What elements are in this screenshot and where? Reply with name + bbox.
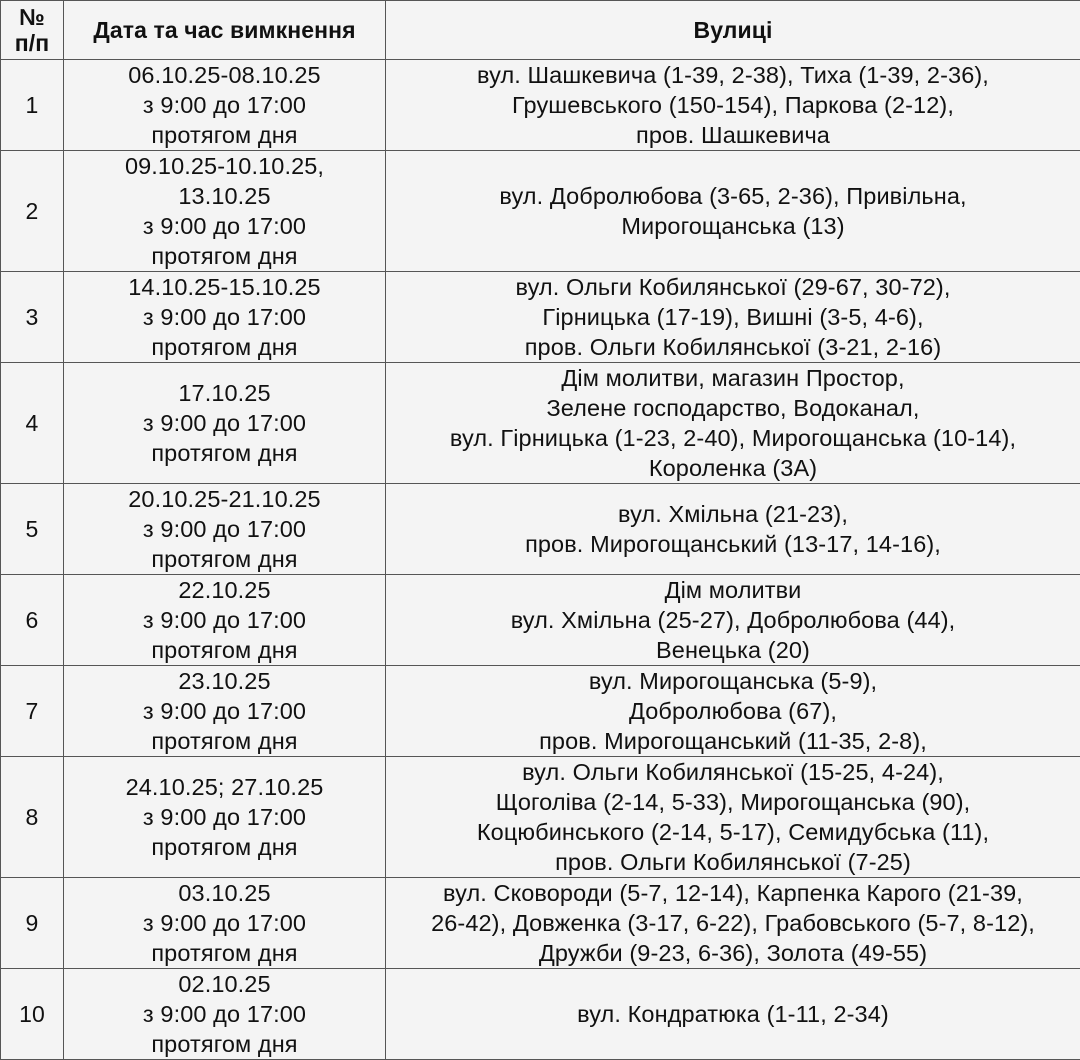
streets-line: Короленка (3А) bbox=[392, 453, 1074, 483]
row-number: 6 bbox=[1, 575, 64, 666]
row-number: 10 bbox=[1, 969, 64, 1060]
row-date bbox=[64, 878, 386, 969]
row-date bbox=[64, 575, 386, 666]
table-row bbox=[1, 363, 1080, 484]
row-streets bbox=[386, 484, 1080, 575]
row-streets bbox=[386, 878, 1080, 969]
header-number bbox=[1, 1, 64, 60]
date-line: 24.10.25; 27.10.25 bbox=[70, 772, 379, 802]
row-number: 8 bbox=[1, 757, 64, 878]
row-date bbox=[64, 363, 386, 484]
streets-line: пров. Ольги Кобилянської (7-25) bbox=[392, 847, 1074, 877]
streets-line: пров. Мирогощанський (11-35, 2-8), bbox=[392, 726, 1074, 756]
row-streets bbox=[386, 60, 1080, 151]
streets-line: вул. Ольги Кобилянської (15-25, 4-24), bbox=[392, 757, 1074, 787]
date-line: протягом дня bbox=[70, 438, 379, 468]
streets-line: Дім молитви, магазин Простор, bbox=[392, 363, 1074, 393]
date-line: протягом дня bbox=[70, 544, 379, 574]
streets-line: вул. Ольги Кобилянської (29-67, 30-72), bbox=[392, 272, 1074, 302]
header-streets: Вулиці bbox=[386, 1, 1080, 60]
table-row bbox=[1, 757, 1080, 878]
row-number: 5 bbox=[1, 484, 64, 575]
date-line: з 9:00 до 17:00 bbox=[70, 90, 379, 120]
date-line: з 9:00 до 17:00 bbox=[70, 999, 379, 1029]
streets-line: Дружби (9-23, 6-36), Золота (49-55) bbox=[392, 938, 1074, 968]
date-line: 17.10.25 bbox=[70, 378, 379, 408]
table-row bbox=[1, 151, 1080, 272]
table-row bbox=[1, 60, 1080, 151]
streets-line: вул. Гірницька (1-23, 2-40), Мирогощанська (10-14), bbox=[392, 423, 1074, 453]
streets-line: Грушевського (150-154), Паркова (2-12), bbox=[392, 90, 1074, 120]
date-line: 03.10.25 bbox=[70, 878, 379, 908]
streets-line: Зелене господарство, Водоканал, bbox=[392, 393, 1074, 423]
row-streets bbox=[386, 363, 1080, 484]
row-date bbox=[64, 60, 386, 151]
row-date bbox=[64, 151, 386, 272]
table-row bbox=[1, 969, 1080, 1060]
streets-line: Дім молитви bbox=[392, 575, 1074, 605]
date-line: протягом дня bbox=[70, 1029, 379, 1059]
streets-line: пров. Мирогощанський (13-17, 14-16), bbox=[392, 529, 1074, 559]
row-number: 3 bbox=[1, 272, 64, 363]
header-row bbox=[1, 1, 1080, 60]
date-line: 23.10.25 bbox=[70, 666, 379, 696]
table-row bbox=[1, 878, 1080, 969]
streets-line: Добролюбова (67), bbox=[392, 696, 1074, 726]
streets-line: вул. Хмільна (21-23), bbox=[392, 499, 1074, 529]
streets-line: Венецька (20) bbox=[392, 635, 1074, 665]
date-line: з 9:00 до 17:00 bbox=[70, 514, 379, 544]
date-line: з 9:00 до 17:00 bbox=[70, 408, 379, 438]
streets-line: Мирогощанська (13) bbox=[392, 211, 1074, 241]
streets-line: Щоголіва (2-14, 5-33), Мирогощанська (90), bbox=[392, 787, 1074, 817]
streets-line: вул. Сковороди (5-7, 12-14), Карпенка Карого (21-39, bbox=[392, 878, 1074, 908]
date-line: з 9:00 до 17:00 bbox=[70, 211, 379, 241]
date-line: 22.10.25 bbox=[70, 575, 379, 605]
streets-line: вул. Хмільна (25-27), Добролюбова (44), bbox=[392, 605, 1074, 635]
date-line: з 9:00 до 17:00 bbox=[70, 696, 379, 726]
row-streets bbox=[386, 151, 1080, 272]
row-number: 9 bbox=[1, 878, 64, 969]
date-line: 14.10.25-15.10.25 bbox=[70, 272, 379, 302]
row-date bbox=[64, 757, 386, 878]
row-number: 7 bbox=[1, 666, 64, 757]
streets-line: вул. Шашкевича (1-39, 2-38), Тиха (1-39, 2-36), bbox=[392, 60, 1074, 90]
date-line: 09.10.25-10.10.25, bbox=[70, 151, 379, 181]
streets-line: пров. Ольги Кобилянської (3-21, 2-16) bbox=[392, 332, 1074, 362]
row-streets bbox=[386, 575, 1080, 666]
row-date bbox=[64, 666, 386, 757]
streets-line: пров. Шашкевича bbox=[392, 120, 1074, 150]
row-number: 1 bbox=[1, 60, 64, 151]
date-line: 06.10.25-08.10.25 bbox=[70, 60, 379, 90]
row-date bbox=[64, 272, 386, 363]
date-line: 20.10.25-21.10.25 bbox=[70, 484, 379, 514]
date-line: з 9:00 до 17:00 bbox=[70, 605, 379, 635]
date-line: протягом дня bbox=[70, 120, 379, 150]
date-line: 13.10.25 bbox=[70, 181, 379, 211]
date-line: протягом дня bbox=[70, 832, 379, 862]
date-line: протягом дня bbox=[70, 332, 379, 362]
streets-line: вул. Добролюбова (3-65, 2-36), Привільна, bbox=[392, 181, 1074, 211]
date-line: 02.10.25 bbox=[70, 969, 379, 999]
row-streets bbox=[386, 272, 1080, 363]
date-line: з 9:00 до 17:00 bbox=[70, 302, 379, 332]
streets-line: вул. Мирогощанська (5-9), bbox=[392, 666, 1074, 696]
table-row bbox=[1, 575, 1080, 666]
row-streets bbox=[386, 969, 1080, 1060]
date-line: протягом дня bbox=[70, 938, 379, 968]
header-number-line: п/п bbox=[7, 30, 57, 56]
table-row bbox=[1, 272, 1080, 363]
date-line: протягом дня bbox=[70, 635, 379, 665]
streets-line: Коцюбинського (2-14, 5-17), Семидубська (11), bbox=[392, 817, 1074, 847]
date-line: протягом дня bbox=[70, 726, 379, 756]
row-streets bbox=[386, 666, 1080, 757]
streets-line: Гірницька (17-19), Вишні (3-5, 4-6), bbox=[392, 302, 1074, 332]
table-row bbox=[1, 666, 1080, 757]
streets-line: вул. Кондратюка (1-11, 2-34) bbox=[392, 999, 1074, 1029]
date-line: з 9:00 до 17:00 bbox=[70, 908, 379, 938]
table-row bbox=[1, 484, 1080, 575]
streets-line: 26-42), Довженка (3-17, 6-22), Грабовського (5-7, 8-12), bbox=[392, 908, 1074, 938]
header-number-line: № bbox=[7, 4, 57, 30]
date-line: протягом дня bbox=[70, 241, 379, 271]
header-date: Дата та час вимкнення bbox=[64, 1, 386, 60]
date-line: з 9:00 до 17:00 bbox=[70, 802, 379, 832]
row-number: 2 bbox=[1, 151, 64, 272]
row-number: 4 bbox=[1, 363, 64, 484]
row-date bbox=[64, 969, 386, 1060]
row-streets bbox=[386, 757, 1080, 878]
row-date bbox=[64, 484, 386, 575]
